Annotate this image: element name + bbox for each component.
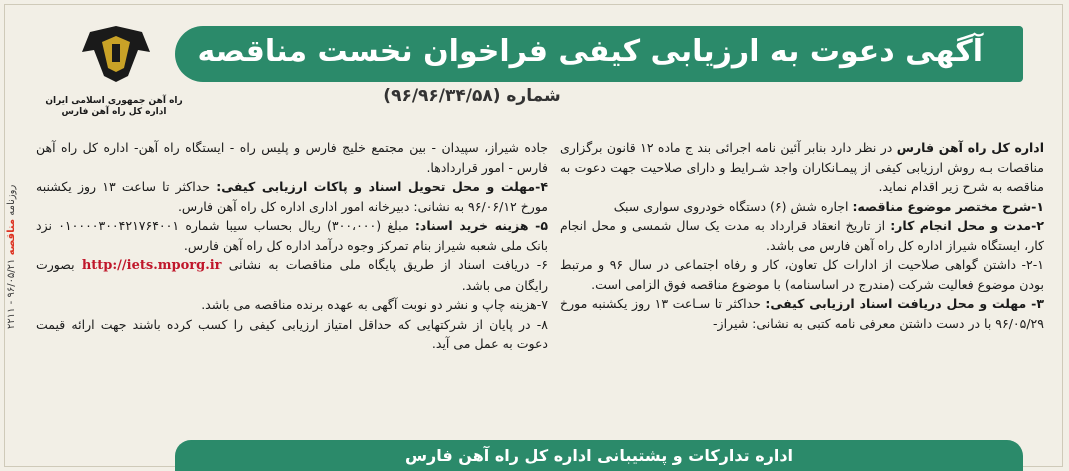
item-4-bold: ۴-مهلت و محل تحویل اسناد و پاکات ارزیابی کیفی: [216, 179, 548, 194]
intro-paragraph [560, 138, 1044, 197]
railway-logo-icon [76, 18, 156, 88]
side-label [6, 185, 22, 460]
item-2 [560, 216, 1044, 255]
left-column [36, 138, 548, 354]
item-2-bold: ۲-مدت و محل انجام کار: [890, 218, 1044, 233]
footer-text: اداره تدارکات و پشتیبانی اداره کل راه آهن فارس [404, 446, 794, 465]
page-title: آگهی دعوت به ارزیابی کیفی فراخوان نخست مناقصه [197, 34, 983, 69]
item-1-text: اجاره شش (۶) دستگاه خودروی سواری سبک [613, 198, 849, 214]
tender-portal-link[interactable]: http://iets.mporg.ir [81, 258, 222, 273]
item-1 [560, 197, 1044, 217]
intro-bold: اداره کل راه آهن فارس [896, 140, 1045, 155]
side-label-prefix: روزنامه [6, 185, 17, 217]
organization-line2: اداره کل راه آهن فارس [61, 107, 167, 117]
footer-banner [175, 440, 1023, 471]
item-3-bold: ۳- مهلت و محل دریافت اسناد ارزیابی کیفی: [765, 296, 1044, 311]
side-label-date: ۹۶/۰۵/۲۱ - ۲۲۱۱ [6, 258, 17, 330]
organization-line1: راه آهن جمهوری اسلامی ایران [45, 96, 183, 106]
item-2-1: ۲-۱- داشتن گواهی صلاحیت از ادارات کل تعاون، کار و رفاه اجتماعی در سال ۹۶ و مرتبط بودن موضوع فعالیت شرکت (مندرج در اساسنامه) با موضوع مناقصه فوق الزامی است. [560, 257, 1044, 292]
title-banner [175, 26, 1023, 82]
item-3 [560, 294, 1044, 333]
address-paragraph: جاده شیراز، سپیدان - بین مجتمع خلیج فارس و پلیس راه - ایستگاه راه آهن- اداره کل راه آهن فارس - امور قراردادها. [36, 140, 548, 175]
side-label-highlight: مناقصه [6, 219, 17, 256]
right-column [560, 138, 1044, 333]
item-6-text: ۶- دریافت اسناد از طریق پایگاه ملی مناقصات به نشانی [228, 257, 548, 272]
item-5-text: مبلغ (۳۰۰،۰۰۰) ریال بحساب سیبا شماره ۰۱۰۰۰۰۳۰۰۴۲۱۷۶۴۰۰۱ نزد بانک ملی شعبه شیراز بنام تمرکز وجوه درآمد اداره کل راه آهن فارس. [36, 218, 548, 253]
tender-number: شماره (۹۶/۹۶/۳۴/۵۸) [383, 86, 561, 106]
item-2-text: از تاریخ انعقاد قرارداد به مدت یک سال شمسی و محل انجام کار، ایستگاه شیراز اداره کل راه آهن فارس می باشد. [560, 218, 1044, 253]
item-7: ۷-هزینه چاپ و نشر دو نوبت آگهی به عهده برنده مناقصه می باشد. [201, 297, 548, 312]
item-4-text: حداکثر تا ساعت ۱۳ روز یکشنبه مورخ ۹۶/۰۶/۱۲ به نشانی: دبیرخانه امور اداری اداره کل راه آهن فارس. [36, 179, 548, 214]
item-5-bold: ۵- هزینه خرید اسناد: [414, 218, 548, 233]
item-5 [36, 216, 548, 255]
item-8: ۸- در پایان از شرکتهایی که حداقل امتیاز ارزیابی کیفی را کسب کرده باشند جهت ارائه قیمت دعوت به عمل می آید. [36, 316, 548, 351]
organization-name [34, 96, 194, 118]
item-6 [36, 255, 548, 295]
item-1-bold: ۱-شرح مختصر موضوع مناقصه: [852, 198, 1044, 214]
item-3-text: حداکثر تا سـاعت ۱۳ روز یکشنبه مورخ ۹۶/۰۵/۲۹ با در دست داشتن معرفی نامه کتبی به نشانی: شیراز- [560, 296, 1044, 331]
intro-text: در نظر دارد بنابر آئین نامه اجرائی بند ج ماده ۱۲ قانون برگزاری مناقصات بـه روش ارزیابی کیفی از پیمـانکاران واجد شـرایط و دارای صلاحیت جهت دعوت به مناقصه به شرح زیر اقدام نماید. [560, 140, 1044, 194]
item-4 [36, 177, 548, 216]
item-6-text-after: بصورت رایگان می باشد. [36, 257, 548, 293]
